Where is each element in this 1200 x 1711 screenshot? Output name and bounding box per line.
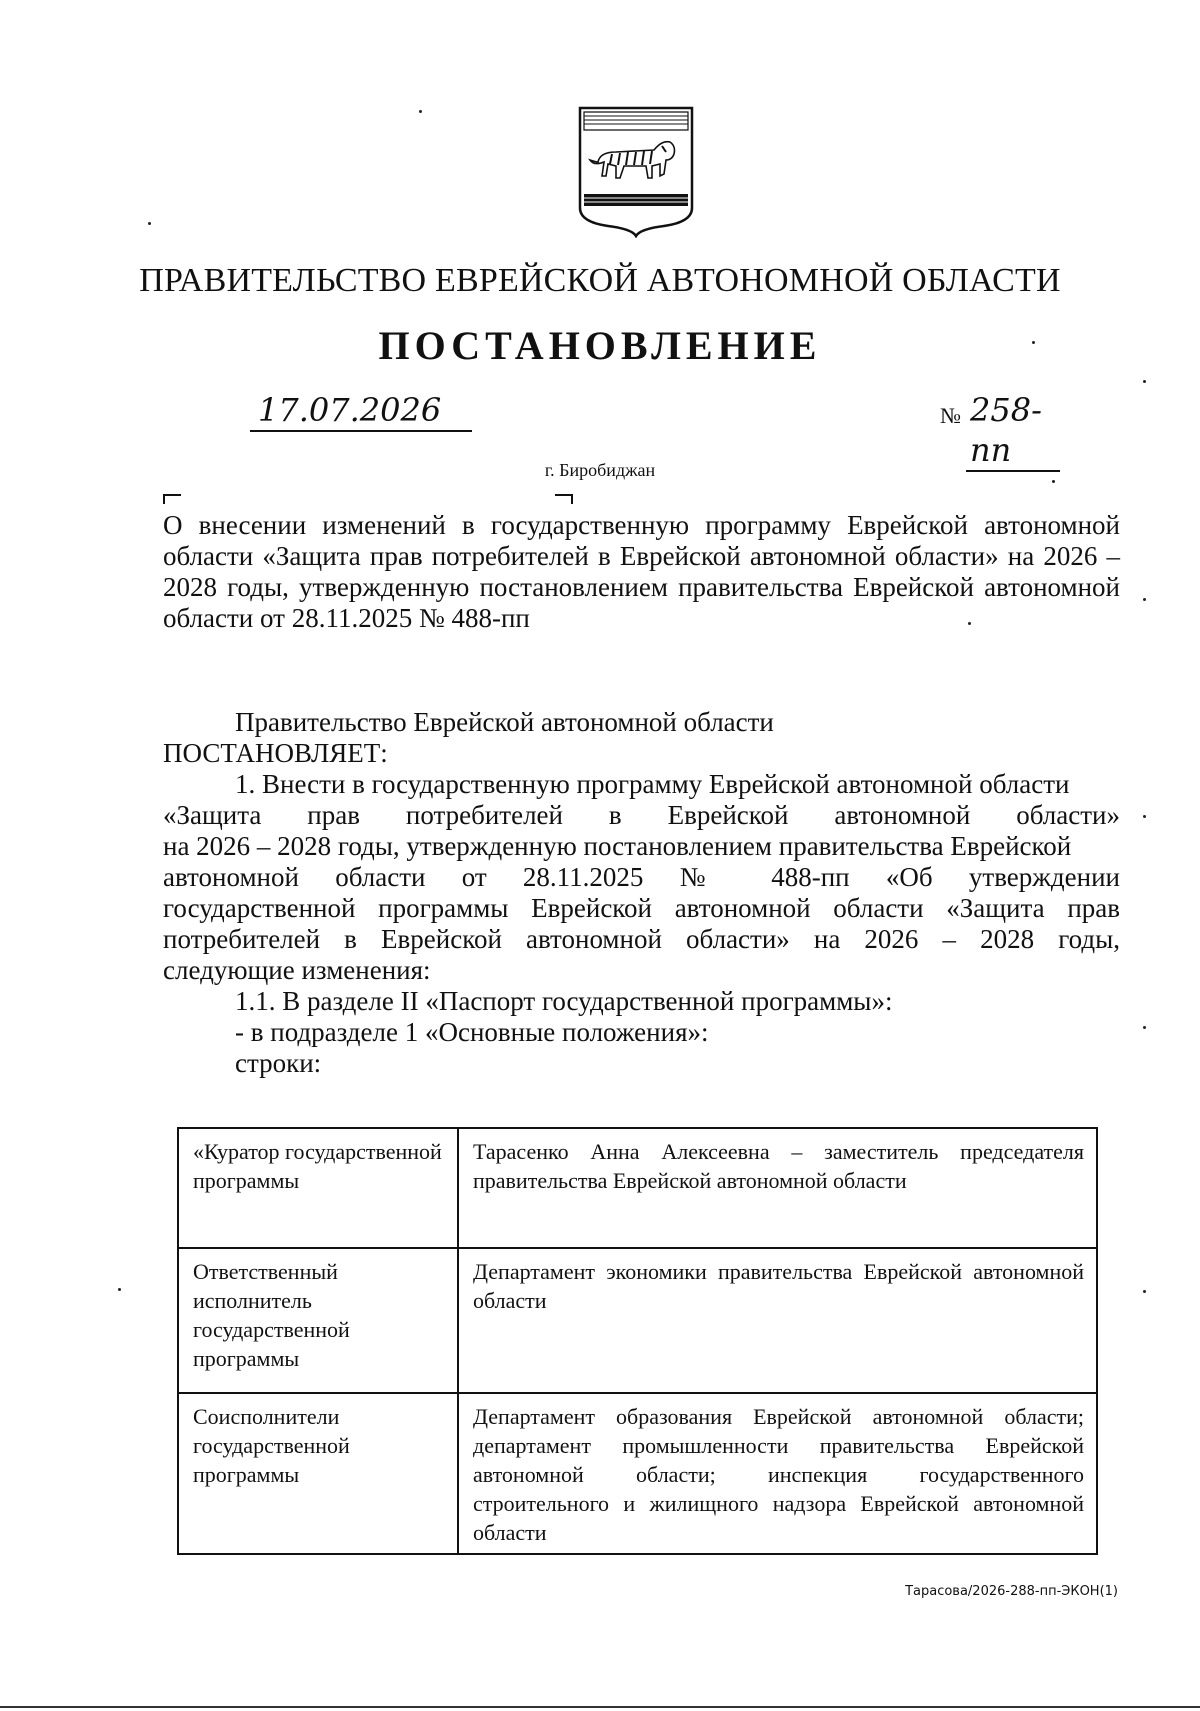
- table-row: [178, 1393, 1097, 1554]
- scan-speck: [148, 222, 151, 225]
- table-cell-value: Департамент экономики правительства Еврейской автономной области: [458, 1248, 1097, 1393]
- scan-speck: [419, 110, 422, 113]
- item-1-line: на 2026 – 2028 годы, утвержденную постановлением правительства Еврейской: [163, 831, 1072, 861]
- scan-speck: [1052, 480, 1055, 483]
- item-1-line: потребителей в Еврейской автономной области» на 2026 – 2028 годы,: [163, 924, 1120, 954]
- table-row: [178, 1248, 1097, 1393]
- scan-speck: [968, 622, 971, 625]
- table-row: [178, 1128, 1097, 1248]
- table-cell-value: Тарасенко Анна Алексеевна – заместитель председателя правительства Еврейской автономной области: [458, 1128, 1097, 1248]
- table-cell-label: Ответственный исполнитель государственной программы: [178, 1248, 458, 1393]
- item-1-line: следующие изменения:: [163, 955, 431, 985]
- body-intro: Правительство Еврейской автономной области: [235, 707, 774, 737]
- government-name: ПРАВИТЕЛЬСТВО ЕВРЕЙСКОЙ АВТОНОМНОЙ ОБЛАСТИ: [139, 262, 1061, 299]
- document-footer-code: Тарасова/2026-288-пп-ЭКОН(1): [905, 1584, 1118, 1599]
- passport-table: [177, 1127, 1098, 1555]
- item-1-line: 1. Внести в государственную программу Еврейской автономной области: [235, 769, 1070, 799]
- subsection-line: - в подразделе 1 «Основные положения»:: [235, 1017, 709, 1047]
- table-cell-value: Департамент образования Еврейской автономной области; департамент промышленности правительства Еврейской автономной области; инспекция государственного строительного и жилищного надзора Еврейской автономной области: [458, 1393, 1097, 1554]
- item-1-line: автономной области от 28.11.2025 № 488-пп «Об утверждении: [163, 862, 1120, 892]
- city-name: г. Биробиджан: [544, 460, 656, 480]
- item-1: [163, 769, 1120, 1079]
- rows-label: строки:: [235, 1048, 322, 1078]
- decree-number: 258-пп: [966, 390, 1060, 472]
- number-label: №: [940, 403, 961, 428]
- table-cell-label: «Куратор государственной программы: [178, 1128, 458, 1248]
- scan-speck: [1143, 380, 1146, 383]
- scan-speck: [1143, 1290, 1146, 1293]
- item-1-line: государственной программы Еврейской автономной области «Защита прав: [163, 893, 1120, 923]
- body-resolves: ПОСТАНОВЛЯЕТ:: [163, 738, 388, 768]
- subject-bracket-right: [555, 494, 573, 504]
- document-type-title: ПОСТАНОВЛЕНИЕ: [378, 323, 822, 368]
- subject-bracket-left: [163, 494, 181, 504]
- item-1-line: «Защита прав потребителей в Еврейской автономной области»: [163, 800, 1120, 830]
- scan-speck: [1143, 1026, 1146, 1029]
- scan-speck: [1032, 341, 1035, 344]
- table-cell-label: Соисполнители государственной программы: [178, 1393, 458, 1554]
- decree-subject: О внесении изменений в государственную программу Еврейской автономной области «Защита прав потребителей в Еврейской автономной области» на 2026 – 2028 годы, утвержденную постановлением правительства Еврейской автономной области от 28.11.2025 № 488-пп: [163, 510, 1120, 633]
- scan-speck: [1143, 815, 1146, 818]
- decree-date: 17.07.2026: [250, 390, 472, 432]
- item-1-1: 1.1. В разделе II «Паспорт государственной программы»:: [235, 986, 893, 1016]
- scan-speck: [1143, 598, 1146, 601]
- scan-speck: [118, 1288, 121, 1291]
- coat-of-arms-emblem: [576, 104, 696, 238]
- scan-edge-line: [0, 1706, 1200, 1708]
